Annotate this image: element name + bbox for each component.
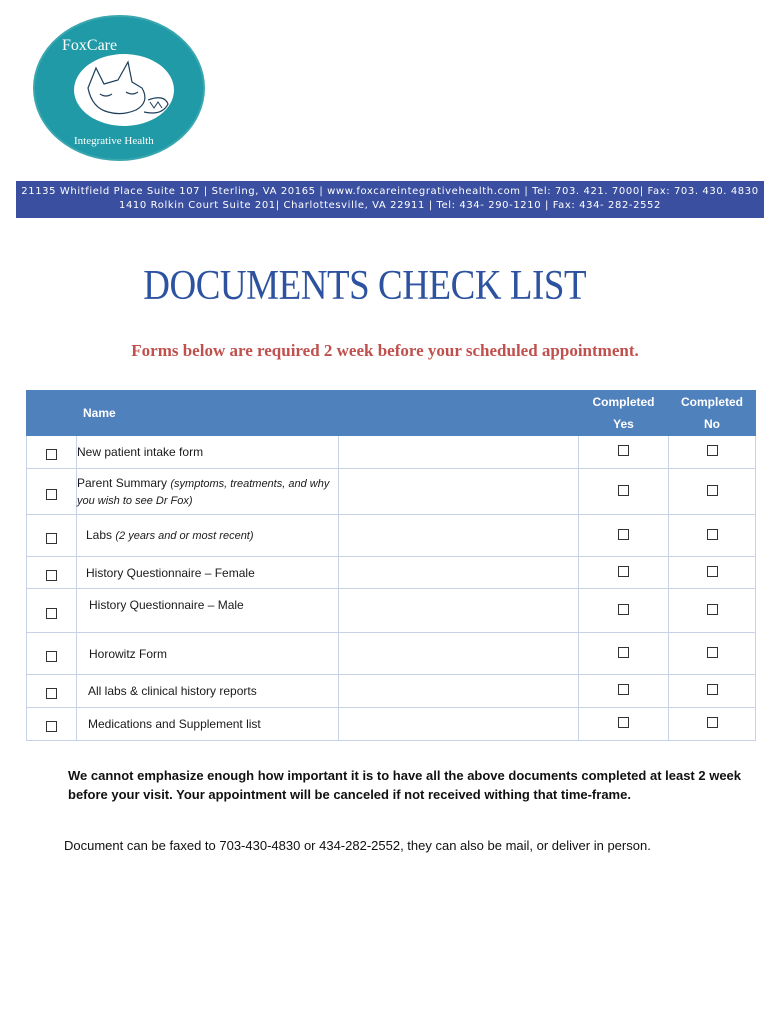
completed-yes-checkbox[interactable]: [618, 529, 629, 540]
address-line-1: 21135 Whitfield Place Suite 107 | Sterling, VA 20165 | www.foxcareintegrativehealth.com | Tel: 703. 421. 7000| Fax: 703. 430. 4830: [21, 186, 759, 197]
row-checkbox[interactable]: [46, 570, 57, 581]
header-completed-no: Completed No: [669, 391, 756, 436]
completed-no-checkbox[interactable]: [707, 647, 718, 658]
row-label: Parent Summary: [77, 475, 171, 490]
row-checkbox[interactable]: [46, 533, 57, 544]
completed-no-checkbox[interactable]: [707, 445, 718, 456]
page-title: DOCUMENTS CHECK LIST: [143, 263, 587, 309]
completed-yes-checkbox[interactable]: [618, 604, 629, 615]
row-label: Labs: [86, 528, 116, 542]
completed-yes-checkbox[interactable]: [618, 485, 629, 496]
row-detail: (2 years and or most recent): [115, 530, 254, 542]
header-completed-yes: Completed Yes: [579, 391, 669, 436]
row-checkbox[interactable]: [46, 449, 57, 460]
row-checkbox[interactable]: [46, 608, 57, 619]
table-row: [27, 633, 756, 675]
address-banner: [16, 181, 764, 218]
documents-checklist-table: [26, 390, 756, 741]
row-label: All labs & clinical history reports: [88, 684, 257, 698]
foxcare-logo: [32, 14, 206, 162]
logo-tagline: Integrative Health: [74, 135, 154, 147]
completed-no-checkbox[interactable]: [707, 529, 718, 540]
table-row: [27, 469, 756, 515]
row-checkbox[interactable]: [46, 721, 57, 732]
completed-no-checkbox[interactable]: [707, 485, 718, 496]
header-name: Name: [27, 391, 579, 436]
logo-brand: FoxCare: [62, 37, 118, 54]
fax-note: Document can be faxed to 703-430-4830 or 434-282-2552, they can also be mail, or deliver in person.: [64, 838, 651, 853]
table-row: [27, 557, 756, 589]
table-row: [27, 675, 756, 708]
completed-no-checkbox[interactable]: [707, 717, 718, 728]
row-label: New patient intake form: [77, 445, 204, 459]
table-row: [27, 708, 756, 741]
row-checkbox[interactable]: [46, 651, 57, 662]
row-checkbox[interactable]: [46, 688, 57, 699]
row-checkbox[interactable]: [46, 489, 57, 500]
row-label: History Questionnaire – Male: [89, 598, 244, 612]
completed-yes-checkbox[interactable]: [618, 566, 629, 577]
completed-no-checkbox[interactable]: [707, 684, 718, 695]
completed-no-checkbox[interactable]: [707, 566, 718, 577]
row-label: Horowitz Form: [89, 646, 168, 661]
address-line-2: 1410 Rolkin Court Suite 201| Charlottesville, VA 22911 | Tel: 434- 290-1210 | Fax: 434- 282-2552: [119, 200, 661, 211]
completed-yes-checkbox[interactable]: [618, 684, 629, 695]
table-row: [27, 436, 756, 469]
row-label: History Questionnaire – Female: [86, 565, 255, 580]
row-detail: (symptoms, treatments, and why you wish to see Dr Fox): [77, 477, 330, 507]
completed-yes-checkbox[interactable]: [618, 647, 629, 658]
table-row: [27, 515, 756, 557]
page-subtitle: Forms below are required 2 week before your scheduled appointment.: [131, 341, 639, 360]
completed-yes-checkbox[interactable]: [618, 445, 629, 456]
row-label: Medications and Supplement list: [88, 717, 261, 731]
emphasis-note: We cannot emphasize enough how important it is to have all the above documents completed at least 2 week before your visit. Your appointment will be canceled if not received withing that time-frame.: [68, 768, 742, 802]
completed-yes-checkbox[interactable]: [618, 717, 629, 728]
table-row: [27, 589, 756, 633]
completed-no-checkbox[interactable]: [707, 604, 718, 615]
